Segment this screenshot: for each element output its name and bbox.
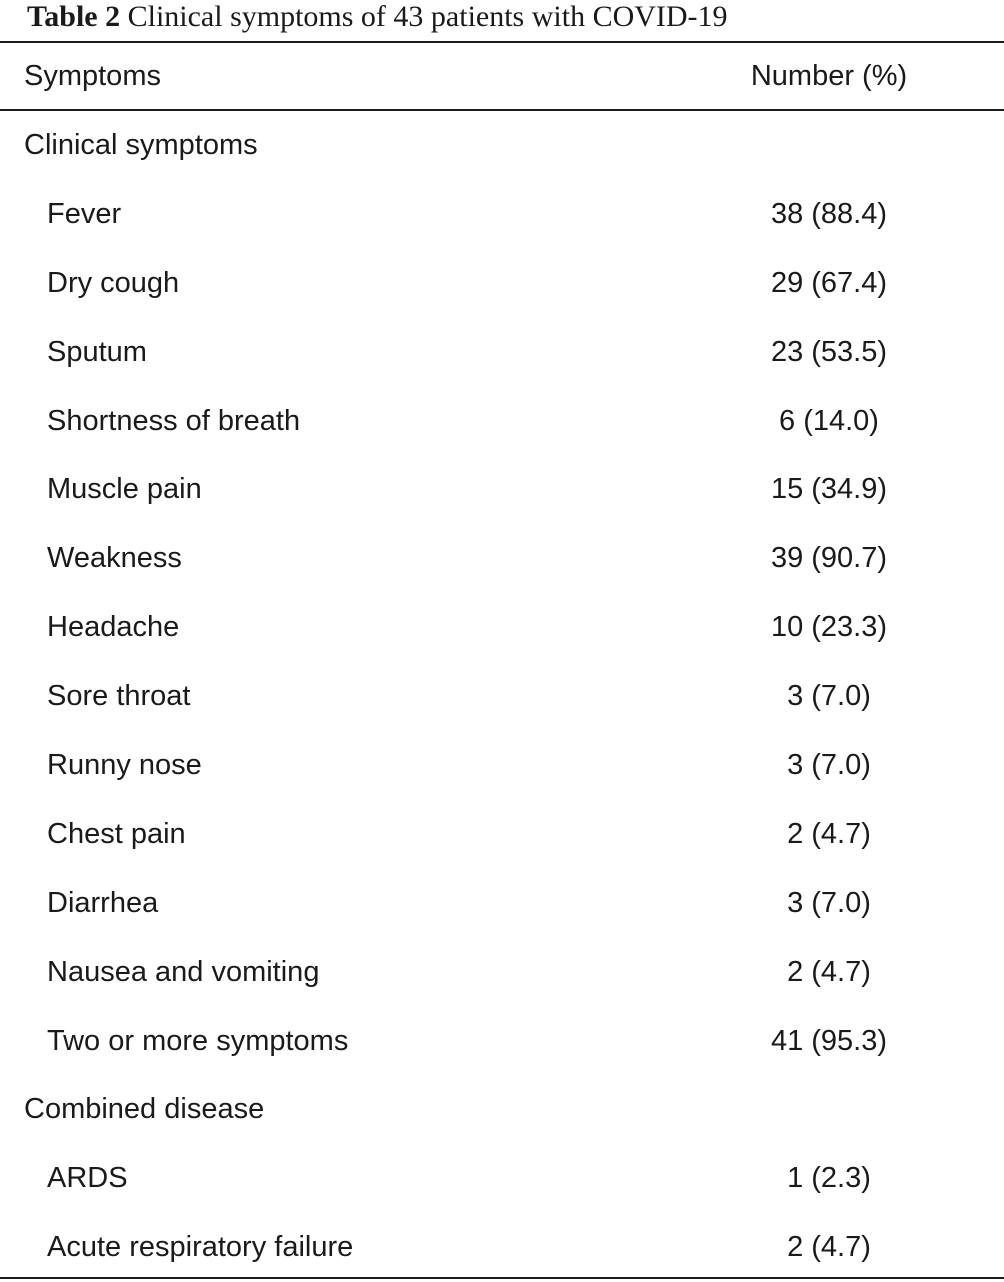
table-row <box>0 1144 1004 1213</box>
row-symptom: Headache <box>47 611 180 644</box>
row-symptom: Fever <box>47 197 122 230</box>
row-number: 2 (4.7) <box>787 817 871 850</box>
row-symptom: Dry cough <box>47 266 180 299</box>
table-row <box>0 455 1004 524</box>
row-number: 39 (90.7) <box>770 542 888 575</box>
table-row <box>0 180 1004 249</box>
row-symptom: Chest pain <box>47 817 186 850</box>
row-symptom: Nausea and vomiting <box>47 955 320 988</box>
header-number: Number (%) <box>750 60 908 92</box>
table-row <box>0 731 1004 800</box>
row-number: 23 (53.5) <box>770 335 888 368</box>
header-symptoms: Symptoms <box>24 60 161 92</box>
row-number: 3 (7.0) <box>787 680 871 713</box>
row-symptom: Sore throat <box>47 680 191 713</box>
row-number: 10 (23.3) <box>770 611 888 644</box>
table-row <box>0 593 1004 662</box>
row-number: 2 (4.7) <box>787 955 871 988</box>
table-row <box>0 1075 1004 1144</box>
row-symptom: Diarrhea <box>47 886 159 919</box>
table-row <box>0 1213 1004 1282</box>
row-number: 3 (7.0) <box>787 748 871 781</box>
symptoms-table <box>0 43 1004 1264</box>
row-symptom: Muscle pain <box>47 473 202 506</box>
row-number: 1 (2.3) <box>787 1162 871 1195</box>
row-symptom: Clinical symptoms <box>24 128 258 161</box>
table-header-row <box>0 43 1004 110</box>
row-number: 29 (67.4) <box>770 266 888 299</box>
table-caption-label: Table 2 <box>27 0 121 33</box>
row-number: 2 (4.7) <box>787 1231 871 1264</box>
table-row <box>0 1007 1004 1076</box>
table-row <box>0 869 1004 938</box>
row-number: 3 (7.0) <box>787 886 871 919</box>
table-row <box>0 938 1004 1007</box>
row-symptom: Acute respiratory failure <box>47 1231 354 1264</box>
row-number: 6 (14.0) <box>779 404 879 437</box>
row-symptom: Runny nose <box>47 748 202 781</box>
row-number: 38 (88.4) <box>770 197 888 230</box>
table-caption-title: Clinical symptoms of 43 patients with COVID-19 <box>127 0 728 33</box>
table-row <box>0 524 1004 593</box>
table-row <box>0 111 1004 180</box>
row-symptom: Weakness <box>47 542 182 575</box>
table-row <box>0 318 1004 387</box>
table-row <box>0 800 1004 869</box>
table-caption <box>27 0 728 40</box>
row-number: 15 (34.9) <box>770 473 888 506</box>
row-number <box>700 111 958 180</box>
table-row <box>0 387 1004 456</box>
row-symptom: Shortness of breath <box>47 404 301 437</box>
row-symptom: Combined disease <box>24 1093 265 1126</box>
row-number <box>700 1075 958 1144</box>
row-symptom: ARDS <box>47 1162 128 1195</box>
table-row <box>0 249 1004 318</box>
row-symptom: Sputum <box>47 335 147 368</box>
row-symptom: Two or more symptoms <box>47 1024 349 1057</box>
table-row <box>0 662 1004 731</box>
row-number: 41 (95.3) <box>770 1024 888 1057</box>
